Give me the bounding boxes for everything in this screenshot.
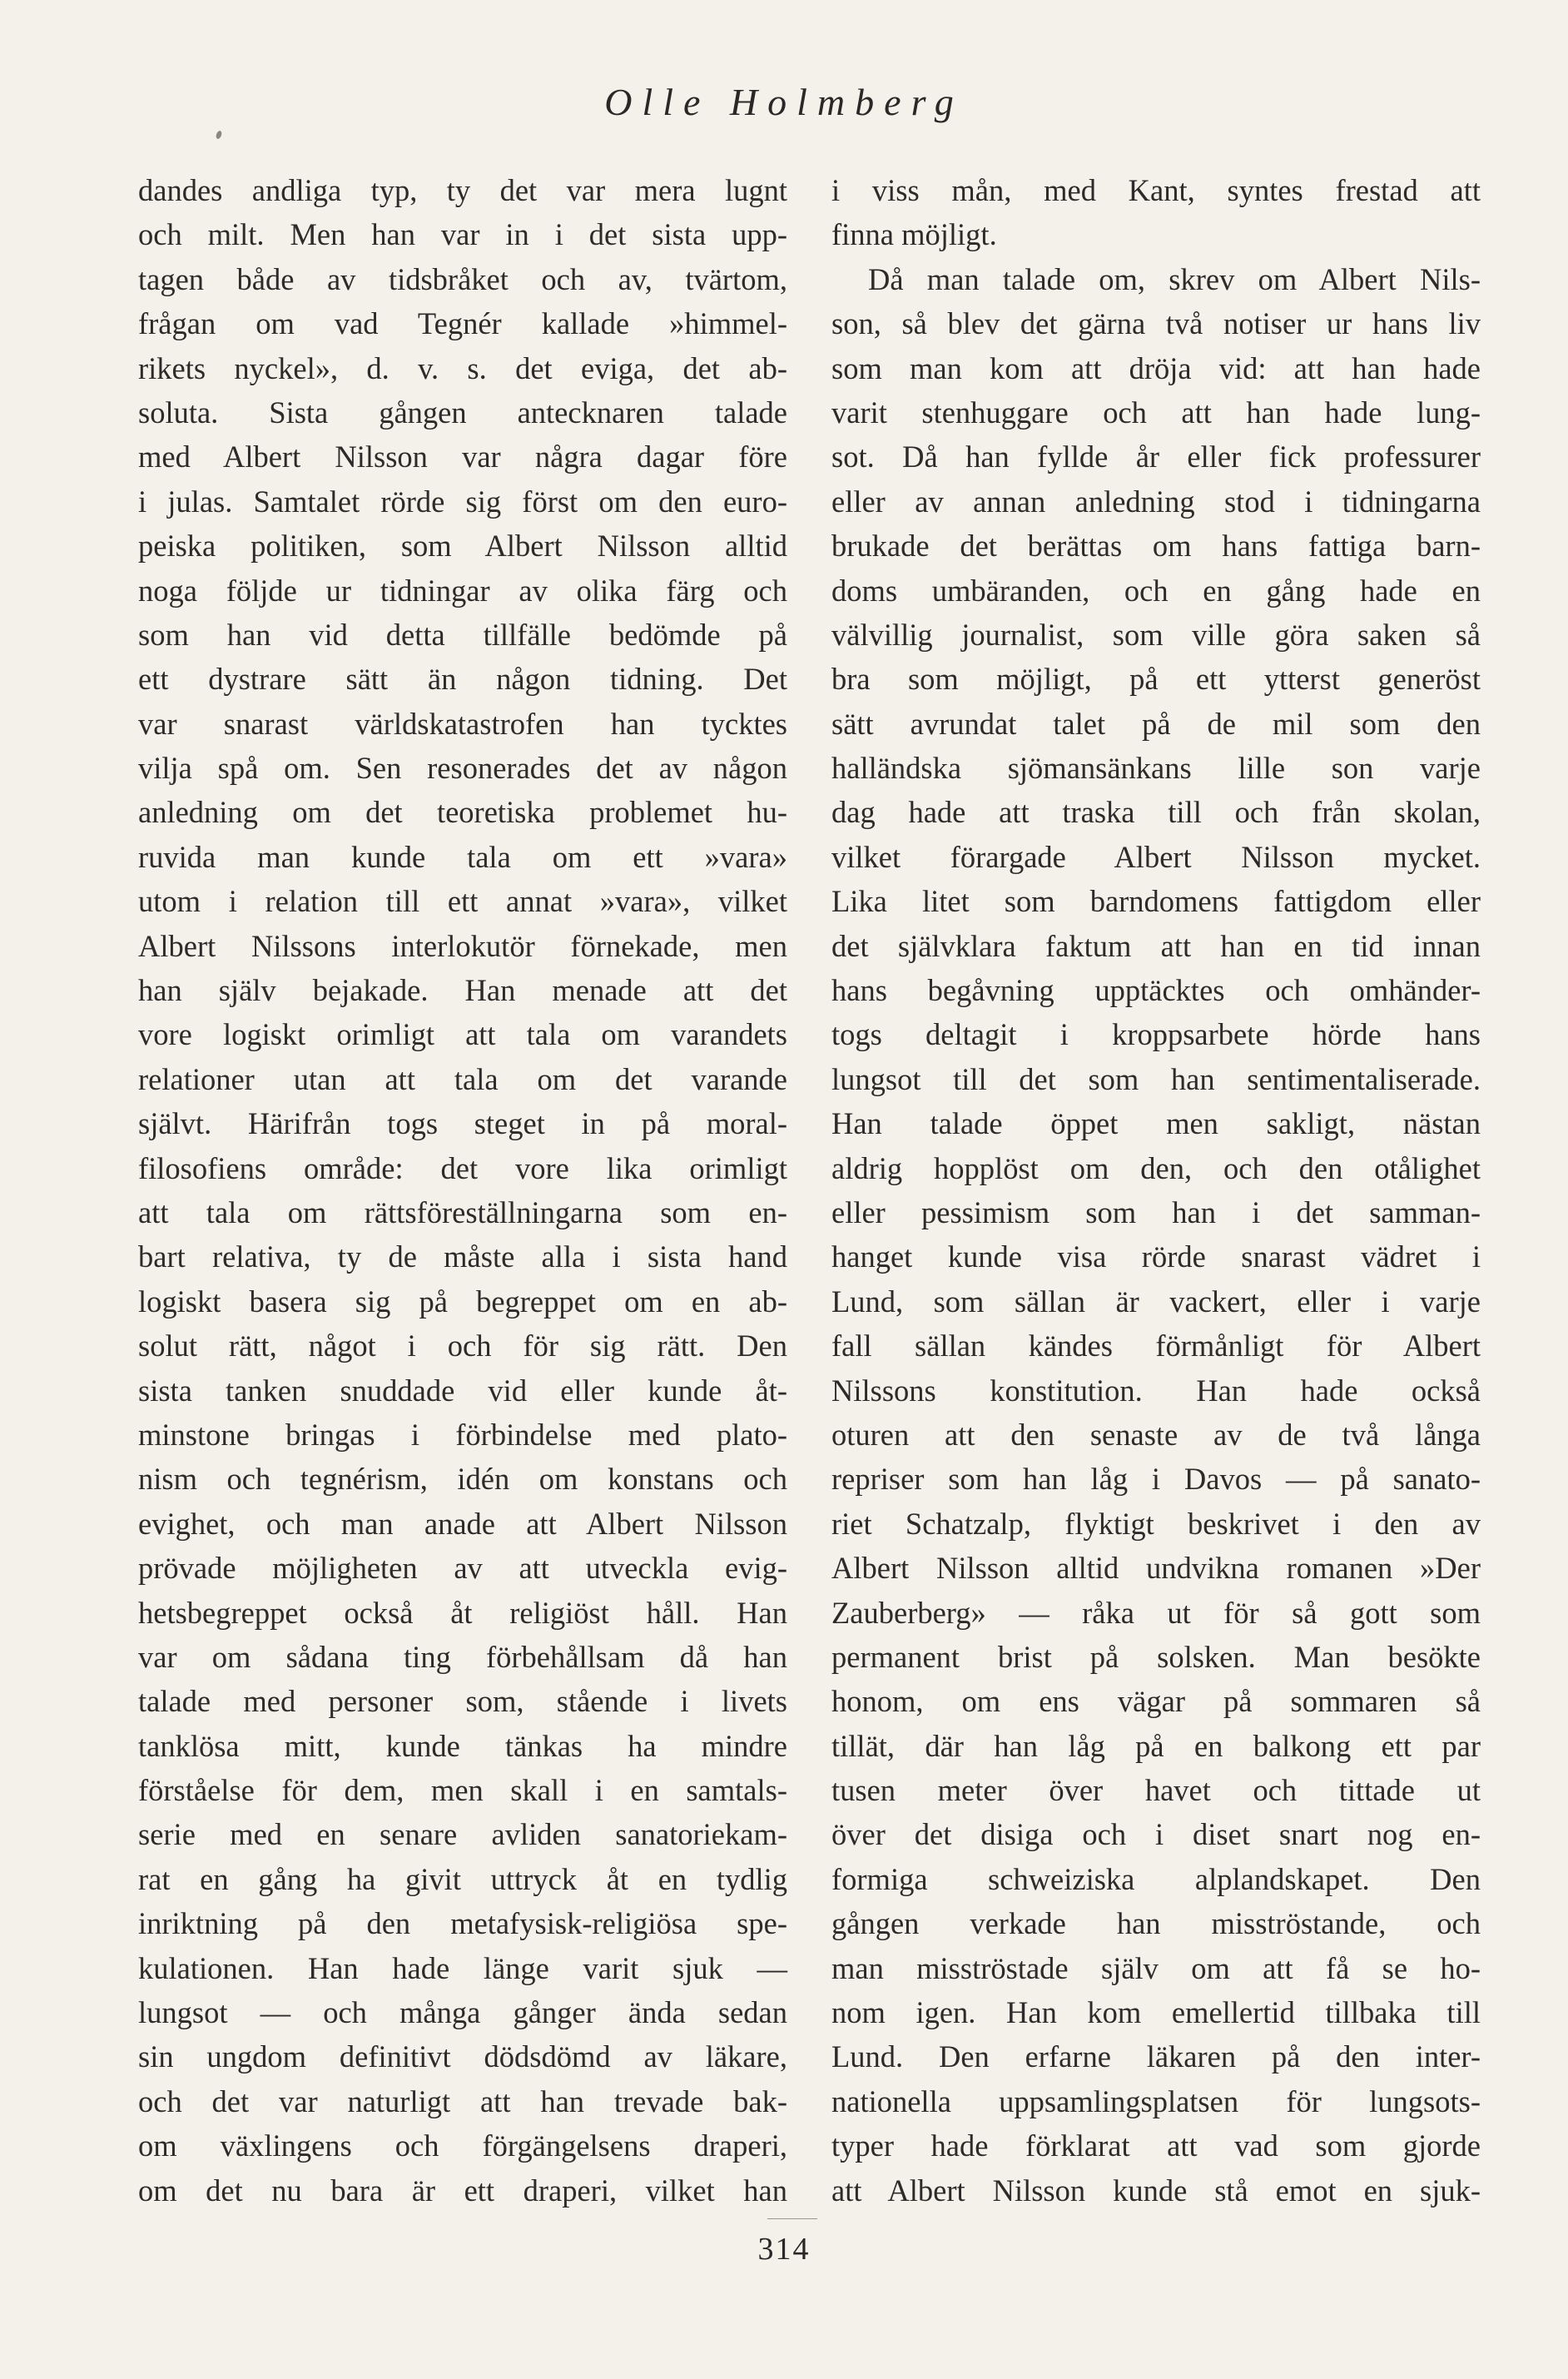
page-number: 314: [757, 2232, 811, 2267]
text-line: Han talade öppet men sakligt, nästan: [831, 1106, 1481, 1141]
text-line: tagen både av tidsbråket och av, tvärtom,: [138, 261, 787, 296]
text-line: som han vid detta tillfälle bedömde på: [138, 617, 787, 652]
running-header: Olle Holmberg: [604, 81, 964, 123]
text-line: ruvida man kunde tala om ett »vara»: [138, 839, 787, 874]
text-line: bra som möjligt, på ett ytterst generöst: [831, 662, 1481, 697]
text-line: Lund. Den erfarne läkaren på den inter-: [831, 2039, 1481, 2074]
text-line: nationella uppsamlingsplatsen för lungsots-: [831, 2083, 1481, 2118]
text-line: gången verkade han misströstande, och: [831, 1906, 1481, 1941]
text-line: i julas. Samtalet rörde sig först om den euro-: [138, 484, 787, 519]
text-line: vore logiskt orimligt att tala om varandets: [138, 1017, 787, 1052]
text-line: frågan om vad Tegnér kallade »himmel-: [138, 306, 787, 341]
text-line: Albert Nilssons interlokutör förnekade, men: [138, 928, 787, 963]
text-line: lungsot till det som han sentimentaliserade.: [831, 1061, 1481, 1096]
text-line: vilja spå om. Sen resonerades det av någon: [138, 751, 787, 786]
text-line: var om sådana ting förbehållsam då han: [138, 1639, 787, 1674]
text-line: det självklara faktum att han en tid innan: [831, 928, 1481, 963]
text-line: om det nu bara är ett draperi, vilket han: [138, 2173, 787, 2208]
text-line: han själv bejakade. Han menade att det: [138, 973, 787, 1008]
text-line: sätt avrundat talet på de mil som den: [831, 706, 1481, 741]
text-line: Lika litet som barndomens fattigdom eller: [831, 884, 1481, 919]
text-line: Zauberberg» — råka ut för så gott som: [831, 1595, 1481, 1630]
text-line: inriktning på den metafysisk-religiösa spe-: [138, 1906, 787, 1941]
text-line: dandes andliga typ, ty det var mera lugnt: [138, 173, 787, 207]
text-line: eller av annan anledning stod i tidningarna: [831, 484, 1481, 519]
text-line: nism och tegnérism, idén om konstans och: [138, 1462, 787, 1497]
text-line: tusen meter över havet och tittade ut: [831, 1773, 1481, 1808]
text-line: noga följde ur tidningar av olika färg och: [138, 573, 787, 608]
text-line: anledning om det teoretiska problemet hu-: [138, 795, 787, 830]
text-line: son, så blev det gärna två notiser ur hans liv: [831, 306, 1481, 341]
text-line: ett dystrare sätt än någon tidning. Det: [138, 662, 787, 697]
text-line: sot. Då han fyllde år eller fick professurer: [831, 440, 1481, 474]
text-line: sista tanken snuddade vid eller kunde åt-: [138, 1373, 787, 1408]
text-line: formiga schweiziska alplandskapet. Den: [831, 1861, 1481, 1896]
text-line: brukade det berättas om hans fattiga barn-: [831, 529, 1481, 564]
text-line: utom i relation till ett annat »vara», vilket: [138, 884, 787, 919]
text-line: minstone bringas i förbindelse med plato-: [138, 1417, 787, 1452]
text-line: solut rätt, något i och för sig rätt. Den: [138, 1329, 787, 1363]
text-line: rikets nyckel», d. v. s. det eviga, det ab-: [138, 350, 787, 385]
text-line: med Albert Nilsson var några dagar före: [138, 440, 787, 474]
text-line: talade med personer som, stående i livets: [138, 1684, 787, 1719]
text-line: nom igen. Han kom emellertid tillbaka till: [831, 1995, 1481, 2030]
text-line: Lund, som sällan är vackert, eller i varje: [831, 1284, 1481, 1319]
text-line: rat en gång ha givit uttryck åt en tydlig: [138, 1861, 787, 1896]
text-line: förståelse för dem, men skall i en samtals-: [138, 1773, 787, 1808]
text-line: prövade möjligheten av att utveckla evig-: [138, 1551, 787, 1586]
text-line: som man kom att dröja vid: att han hade: [831, 350, 1481, 385]
text-line: hans begåvning upptäcktes och omhänder-: [831, 973, 1481, 1008]
text-line: filosofiens område: det vore lika orimligt: [138, 1150, 787, 1185]
left-text-column: [138, 168, 787, 2213]
text-line: självt. Härifrån togs steget in på moral-: [138, 1106, 787, 1141]
footer-rule: [767, 2218, 817, 2219]
text-line: peiska politiken, som Albert Nilsson alltid: [138, 529, 787, 564]
text-line: och det var naturligt att han trevade bak-: [138, 2083, 787, 2118]
text-line: hetsbegreppet också åt religiöst håll. Han: [138, 1595, 787, 1630]
text-line: eller pessimism som han i det samman-: [831, 1194, 1481, 1229]
text-line: välvillig journalist, som ville göra saken så: [831, 617, 1481, 652]
text-line: varit stenhuggare och att han hade lung-: [831, 395, 1481, 430]
text-line: halländska sjömansänkans lille son varje: [831, 751, 1481, 786]
text-line: togs deltagit i kroppsarbete hörde hans: [831, 1017, 1481, 1052]
text-line: över det disiga och i diset snart nog en-: [831, 1817, 1481, 1852]
text-line: var snarast världskatastrofen han tycktes: [138, 706, 787, 741]
text-line: evighet, och man anade att Albert Nilsson: [138, 1506, 787, 1541]
text-line: att Albert Nilsson kunde stå emot en sjuk-: [831, 2173, 1481, 2208]
right-text-column: [831, 168, 1481, 2213]
text-line: aldrig hopplöst om den, och den otålighet: [831, 1150, 1481, 1185]
text-line: fall sällan kändes förmånligt för Albert: [831, 1329, 1481, 1363]
text-line: i viss mån, med Kant, syntes frestad att: [831, 173, 1481, 207]
text-line: riet Schatzalp, flyktigt beskrivet i den av: [831, 1506, 1481, 1541]
text-line: oturen att den senaste av de två långa: [831, 1417, 1481, 1452]
text-line: att tala om rättsföreställningarna som en-: [138, 1194, 787, 1229]
text-line: bart relativa, ty de måste alla i sista hand: [138, 1239, 787, 1274]
text-line: lungsot — och många gånger ända sedan: [138, 1995, 787, 2030]
text-line: vilket förargade Albert Nilsson mycket.: [831, 839, 1481, 874]
text-line: relationer utan att tala om det varande: [138, 1061, 787, 1096]
text-line: typer hade förklarat att vad som gjorde: [831, 2128, 1481, 2163]
text-line: soluta. Sista gången antecknaren talade: [138, 395, 787, 430]
text-line: finna möjligt.: [831, 217, 997, 252]
text-line: dag hade att traska till och från skolan,: [831, 795, 1481, 830]
text-line: permanent brist på solsken. Man besökte: [831, 1639, 1481, 1674]
text-line: tillät, där han låg på en balkong ett par: [831, 1728, 1481, 1763]
text-line: Albert Nilsson alltid undvikna romanen »Der: [831, 1551, 1481, 1586]
text-line: Då man talade om, skrev om Albert Nils-: [868, 261, 1481, 296]
text-line: logiskt basera sig på begreppet om en ab-: [138, 1284, 787, 1319]
text-line: man misströstade själv om att få se ho-: [831, 1950, 1481, 1985]
text-line: serie med en senare avliden sanatoriekam-: [138, 1817, 787, 1852]
text-line: doms umbäranden, och en gång hade en: [831, 573, 1481, 608]
text-line: Nilssons konstitution. Han hade också: [831, 1373, 1481, 1408]
text-line: kulationen. Han hade länge varit sjuk —: [138, 1950, 787, 1985]
text-line: honom, om ens vägar på sommaren så: [831, 1684, 1481, 1719]
text-line: tanklösa mitt, kunde tänkas ha mindre: [138, 1728, 787, 1763]
print-speck: [215, 130, 222, 139]
text-line: hanget kunde visa rörde snarast vädret i: [831, 1239, 1481, 1274]
text-line: och milt. Men han var in i det sista upp-: [138, 217, 787, 252]
text-line: repriser som han låg i Davos — på sanato-: [831, 1462, 1481, 1497]
text-line: om växlingens och förgängelsens draperi,: [138, 2128, 787, 2163]
text-line: sin ungdom definitivt dödsdömd av läkare,: [138, 2039, 787, 2074]
